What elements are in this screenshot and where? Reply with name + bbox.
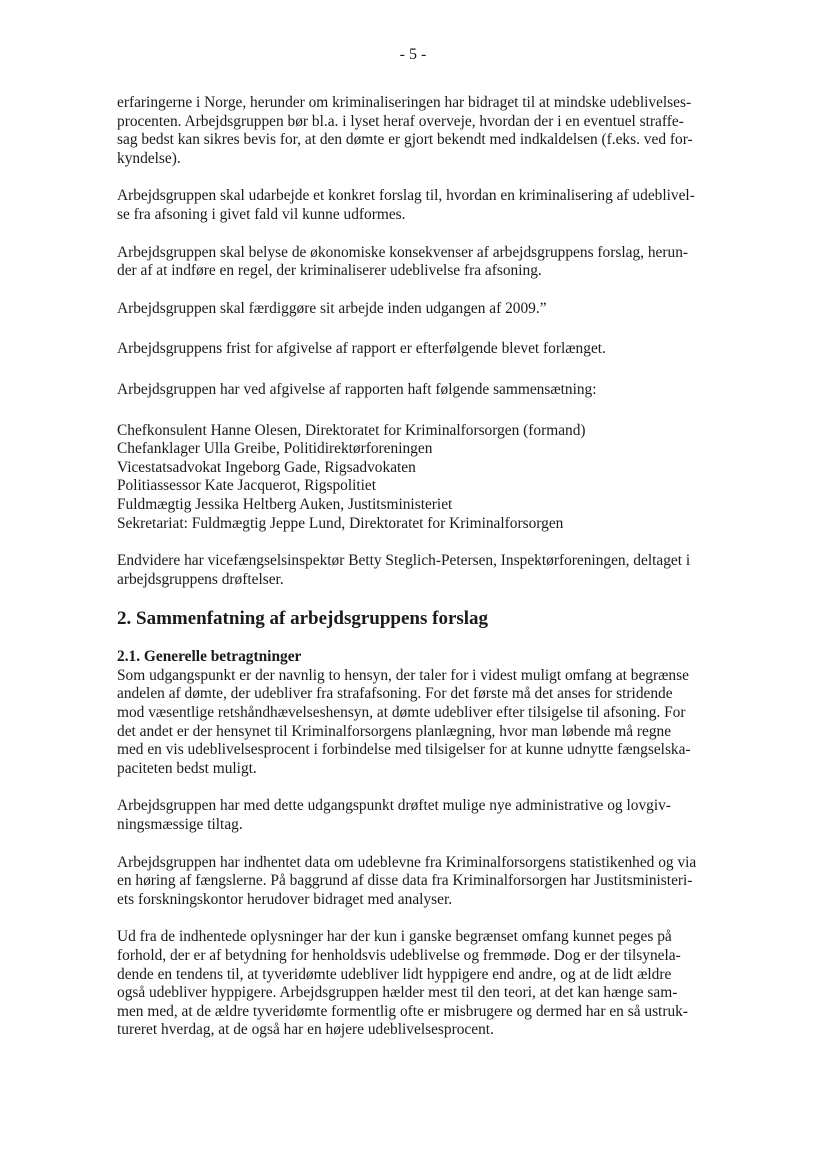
section-heading: 2. Sammenfatning af arbejdsgruppens forslag [117,608,489,630]
text-line: se fra afsoning i givet fald vil kunne udformes. [117,205,406,223]
text-line: Arbejdsgruppen skal færdiggøre sit arbejde inden udgangen af 2009.” [117,299,547,317]
members-list [117,422,757,534]
text-line: kyndelse). [117,149,181,167]
text-line: ets forskningskontor herudover bidraget med analyser. [117,890,453,908]
intro-paragraph [117,94,757,168]
page-number: - 5 - [399,46,427,63]
text-line: arbejdsgruppens drøftelser. [117,570,284,588]
text-line: erfaringerne i Norge, herunder om kriminaliseringen har bidraget til at mindske udeblivelses- [117,94,692,111]
text-line: mod væsentlige retshåndhævelseshensyn, at dømte udebliver efter tilsigelse til afsoning. For [117,704,686,722]
text-line: men med, at de ældre tyveridømte formentlig ofte er misbrugere og dermed har en så ustruk- [117,1002,688,1020]
text-line: Arbejdsgruppen har ved afgivelse af rapporten haft følgende sammensætning: [117,380,597,398]
member-item: Fuldmægtig Jessika Heltberg Auken, Justitsministeriet [117,495,453,513]
text-line: sag bedst kan sikres bevis for, at den dømte er gjort bekendt med indkaldelsen (f.eks. ved for- [117,131,693,149]
member-item: Politiassessor Kate Jacquerot, Rigspolitiet [117,477,377,495]
member-item: Chefkonsulent Hanne Olesen, Direktoratet for Kriminalforsorgen (formand) [117,421,586,439]
task-paragraph-3 [117,300,757,319]
member-item: Sekretariat: Fuldmægtig Jeppe Lund, Direktoratet for Kriminalforsorgen [117,514,564,532]
composition-intro [117,381,757,400]
text-line: tureret hverdag, at de også har en højere udeblivelsesprocent. [117,1021,494,1039]
text-line: procenten. Arbejdsgruppen bør bl.a. i lyset heraf overveje, hvordan der i en eventuel straffe- [117,112,684,130]
text-line: forhold, der er af betydning for henholdsvis udeblivelse og fremmøde. Dog er der tilsynela- [117,947,681,964]
text-line: Arbejdsgruppen har indhentet data om udeblevne fra Kriminalforsorgens statistikenhed og via [117,853,697,871]
text-line: paciteten bedst muligt. [117,759,257,777]
text-line: det andet er der hensynet til Kriminalforsorgens planlægning, hvor man løbende må regne [117,722,672,740]
text-line: Ud fra de indhentede oplysninger har der kun i ganske begrænset omfang kunnet peges på [117,928,672,946]
text-line: Arbejdsgruppen skal udarbejde et konkret forslag til, hvordan en kriminalisering af udeblivel- [117,187,695,205]
page-content [117,94,757,1059]
text-line: andelen af dømte, der udebliver fra strafafsoning. For det første må det anses for stridende [117,685,673,703]
text-line: også udebliver hyppigere. Arbejdsgruppen hælder mest til den teori, at det kan hænge sam- [117,984,678,1002]
deadline-paragraph [117,340,757,359]
subsection-heading: 2.1. Generelle betragtninger [117,648,302,666]
general-paragraph-2 [117,797,757,834]
task-paragraph-1 [117,187,757,224]
member-item: Chefanklager Ulla Greibe, Politidirektørforeningen [117,440,433,458]
participant-paragraph [117,552,757,589]
member-item: Vicestatsadvokat Ingeborg Gade, Rigsadvokaten [117,458,416,476]
general-paragraph-4 [117,928,757,1040]
text-line: dende en tendens til, at tyveridømte udebliver lidt hyppigere end andre, og at de lidt ældre [117,965,672,983]
text-line: med en vis udeblivelsesprocent i forbindelse med tilsigelser for at kunne udnytte fængselska- [117,741,691,759]
text-line: Arbejdsgruppen skal belyse de økonomiske konsekvenser af arbejdsgruppens forslag, herun- [117,243,689,261]
text-line: Arbejdsgruppen har med dette udgangspunkt drøftet mulige nye administrative og lovgiv- [117,797,671,815]
text-line: Endvidere har vicefængselsinspektør Betty Steglich-Petersen, Inspektørforeningen, deltaget i [117,552,691,570]
text-line: Arbejdsgruppens frist for afgivelse af rapport er efterfølgende blevet forlænget. [117,340,606,358]
text-line: ningsmæssige tiltag. [117,816,243,834]
task-paragraph-2 [117,244,757,281]
text-line: der af at indføre en regel, der kriminaliserer udeblivelse fra afsoning. [117,262,542,280]
general-paragraph-3 [117,854,757,910]
text-line: en høring af fængslerne. På baggrund af disse data fra Kriminalforsorgen har Justitsministeri- [117,872,693,890]
text-line: Som udgangspunkt er der navnlig to hensyn, der taler for i videst muligt omfang at begrænse [117,666,689,684]
general-paragraph-1 [117,667,757,779]
